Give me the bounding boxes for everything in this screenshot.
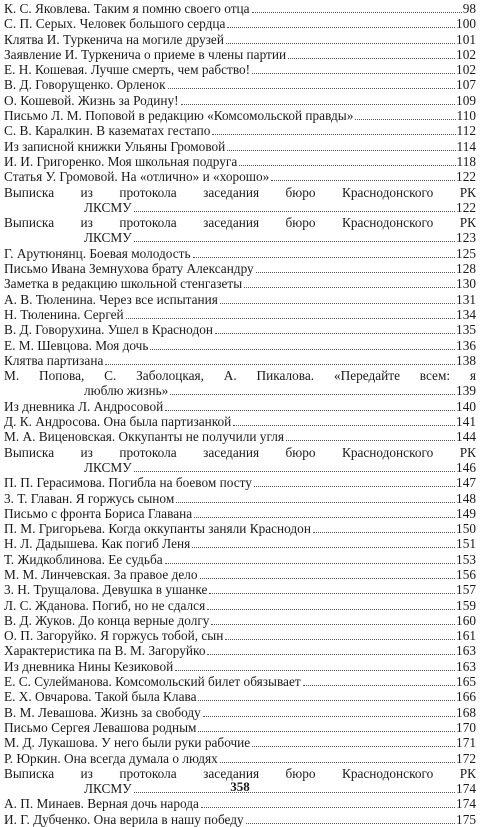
toc-entry (4, 16, 476, 31)
toc-entry-line (4, 338, 476, 353)
toc-entry-line (4, 322, 476, 337)
dot-leader (220, 303, 455, 304)
toc-page-number: 98 (462, 1, 476, 16)
toc-entry-title: П. М. Григорьева. Когда оккупанты заняли Краснодон (4, 521, 311, 537)
dot-leader (203, 716, 455, 717)
toc-entry-line (4, 32, 476, 47)
dot-leader (211, 624, 455, 625)
toc-entry (4, 169, 476, 184)
toc-entry-title: Н. Тюленина. Сергей (4, 306, 124, 322)
toc-page-number: 156 (456, 566, 476, 582)
dot-leader (200, 578, 456, 579)
table-of-contents (4, 1, 476, 827)
dot-leader (198, 731, 455, 732)
toc-entry (4, 139, 476, 154)
toc-entry (4, 475, 476, 490)
dot-leader (271, 180, 455, 181)
toc-entry-title: Характеристика па В. М. Загоруйко (4, 643, 206, 659)
toc-entry-line (4, 77, 476, 92)
toc-page-number: 134 (456, 306, 476, 322)
toc-entry-line (4, 628, 476, 643)
toc-page-number: 175 (456, 811, 476, 827)
toc-page-number: 141 (456, 414, 476, 430)
toc-page-number: 109 (456, 92, 476, 108)
toc-entry-line (4, 796, 476, 811)
toc-page-number: 159 (456, 597, 476, 613)
toc-entry-title: М. Д. Лукашова. У него были руки рабочие (4, 735, 251, 751)
toc-page-number: 144 (456, 429, 476, 445)
toc-entry (4, 62, 476, 77)
dot-leader (254, 486, 455, 487)
dot-leader (256, 272, 455, 273)
toc-entry-line (4, 154, 476, 169)
dot-leader (215, 333, 455, 334)
toc-entry-title: М. Попова, С. Заболоцкая, А. Пикалова. «Передайте всем: я (4, 368, 476, 384)
toc-entry (4, 796, 476, 811)
dot-leader (227, 27, 455, 28)
toc-page-number: 174 (456, 781, 476, 797)
toc-entry (4, 32, 476, 47)
toc-entry-line (4, 475, 476, 490)
toc-entry-title: Письмо Сергея Левашова родным (4, 719, 197, 735)
dot-leader (134, 241, 455, 242)
toc-entry-line (4, 123, 476, 138)
toc-page-number: 160 (456, 612, 476, 628)
toc-entry-line (4, 139, 476, 154)
toc-entry-title: Письмо с фронта Бориса Главана (4, 505, 193, 521)
toc-page-number: 170 (456, 719, 476, 735)
dot-leader (207, 609, 455, 610)
toc-entry-line (4, 582, 476, 597)
toc-entry (4, 185, 476, 216)
toc-entry-title: Т. Жидкоблинова. Ее судьба (4, 551, 163, 567)
toc-entry-title: 3. Н. Трущалова. Девушка в ушанке (4, 582, 208, 598)
toc-page-number: 122 (456, 169, 476, 185)
toc-entry (4, 414, 476, 429)
toc-entry-line (4, 689, 476, 704)
toc-entry-line (4, 643, 476, 658)
toc-page-number: 171 (456, 735, 476, 751)
toc-entry (4, 445, 476, 476)
toc-entry-title: Из записной книжки Ульяны Громовой (4, 138, 226, 154)
toc-entry-title: Из дневника Нины Кезиковой (4, 658, 174, 674)
dot-leader (303, 685, 455, 686)
toc-page-number: 138 (456, 352, 476, 368)
toc-entry (4, 261, 476, 276)
dot-leader (181, 104, 456, 105)
dot-leader (192, 547, 455, 548)
toc-entry-title-continuation: ЛКСМУ (84, 781, 132, 797)
toc-entry-line (4, 47, 476, 62)
toc-entry-line (4, 276, 476, 291)
toc-page-number: 114 (456, 138, 476, 154)
toc-page-number: 163 (456, 643, 476, 659)
toc-entry-line (4, 735, 476, 750)
toc-entry-title: И. И. Григоренко. Моя школьная подруга (4, 153, 238, 169)
dot-leader (176, 502, 455, 503)
toc-entry (4, 582, 476, 597)
toc-entry (4, 47, 476, 62)
toc-page-number: 122 (456, 199, 476, 215)
dot-leader (225, 639, 455, 640)
toc-entry (4, 276, 476, 291)
toc-entry-title: М. М. Линчевская. За правое дело (4, 566, 198, 582)
toc-entry-line (4, 491, 476, 506)
dot-leader (207, 654, 455, 655)
toc-page-number: 166 (456, 689, 476, 705)
toc-entry-title: Заявление И. Туркенича о приеме в члены партии (4, 46, 287, 62)
toc-entry (4, 705, 476, 720)
toc-page-number: 101 (456, 31, 476, 47)
dot-leader (220, 762, 455, 763)
toc-entry (4, 751, 476, 766)
toc-entry-title: В. М. Левашова. Жизнь за свободу (4, 704, 201, 720)
toc-entry (4, 720, 476, 735)
toc-entry-title: Статья У. Громовой. На «отлично» и «хорошо» (4, 169, 270, 185)
dot-leader (198, 700, 455, 701)
toc-entry-title: Клятва И. Туркенича на могиле друзей (4, 31, 224, 47)
toc-entry (4, 689, 476, 704)
toc-page-number: 128 (456, 261, 476, 277)
toc-entry-line (4, 62, 476, 77)
toc-page-number: 102 (456, 46, 476, 62)
toc-entry (4, 338, 476, 353)
dot-leader (239, 165, 455, 166)
toc-entry-title: О. Кошевой. Жизнь за Родину! (4, 92, 179, 108)
toc-entry (4, 735, 476, 750)
toc-entry (4, 108, 476, 123)
toc-entry-line (4, 261, 476, 276)
toc-entry-line (4, 383, 476, 398)
toc-page-number: 131 (456, 291, 476, 307)
toc-entry-line (4, 108, 476, 123)
toc-entry-title: Из дневника Л. Андросовой (4, 398, 164, 414)
dot-leader (193, 257, 456, 258)
toc-entry (4, 123, 476, 138)
toc-entry-title-continuation: ЛКСМУ (84, 199, 132, 215)
toc-entry-title: П. П. Герасимова. Погибла на боевом посту (4, 475, 252, 491)
dot-leader (244, 287, 455, 288)
toc-entry-title: Н. Л. Дадышева. Как погиб Леня (4, 536, 191, 552)
toc-entry-line (4, 705, 476, 720)
toc-entry-line (4, 598, 476, 613)
toc-page-number: 165 (456, 674, 476, 690)
toc-entry-title: Клятва партизана (4, 352, 104, 368)
toc-page-number: 130 (456, 276, 476, 292)
toc-entry-line (4, 200, 476, 215)
toc-page-number: 110 (456, 108, 476, 124)
toc-entry-line (4, 751, 476, 766)
toc-page-number: 140 (456, 398, 476, 414)
toc-entry (4, 521, 476, 536)
toc-entry (4, 399, 476, 414)
toc-entry-line (4, 399, 476, 414)
toc-entry (4, 154, 476, 169)
toc-entry-line (4, 1, 476, 16)
toc-entry (4, 506, 476, 521)
dot-leader (134, 211, 455, 212)
toc-entry-line (4, 460, 476, 475)
dot-leader (165, 563, 455, 564)
toc-page-number: 102 (456, 62, 476, 78)
dot-leader (286, 440, 455, 441)
toc-entry-line (4, 567, 476, 582)
toc-entry-title: Г. Арутюнянц. Боевая молодость (4, 245, 191, 261)
toc-entry-title: Е. М. Шевцова. Моя дочь (4, 337, 149, 353)
dot-leader (175, 670, 455, 671)
toc-entry-title: 3. Т. Главан. Я горжусь сыном (4, 490, 175, 506)
toc-entry-title: Выписка из протокола заседания бюро Краснодонского РК (4, 215, 476, 231)
toc-entry (4, 552, 476, 567)
toc-page-number: 157 (456, 582, 476, 598)
toc-page-number: 163 (456, 658, 476, 674)
dot-leader (201, 807, 455, 808)
page-number: 358 (230, 779, 250, 794)
toc-page-number: 125 (456, 245, 476, 261)
dot-leader (194, 517, 455, 518)
toc-page-number: 150 (456, 521, 476, 537)
toc-entry-title: Письмо Л. М. Поповой в редакцию «Комсомольской правды» (4, 108, 354, 124)
dot-leader (226, 43, 455, 44)
toc-entry-line (4, 659, 476, 674)
toc-entry (4, 77, 476, 92)
toc-entry (4, 246, 476, 261)
toc-entry (4, 536, 476, 551)
dot-leader (134, 471, 455, 472)
toc-entry-title: Р. Юркин. Она всегда думала о людях (4, 750, 218, 766)
toc-page-number: 139 (456, 383, 476, 399)
toc-page-number: 161 (456, 628, 476, 644)
toc-entry-line (4, 521, 476, 536)
toc-entry-title: Письмо Ивана Земнухова брату Александру (4, 261, 254, 277)
toc-entry-title: С. П. Серых. Человек большого сердца (4, 16, 226, 32)
toc-entry-line (4, 246, 476, 261)
toc-entry-line (4, 230, 476, 245)
toc-page-number: 123 (456, 230, 476, 246)
toc-page-number: 112 (456, 123, 476, 139)
dot-leader (209, 593, 455, 594)
toc-entry-title-continuation: люблю жизнь» (84, 383, 169, 399)
toc-page-number: 172 (456, 750, 476, 766)
toc-entry-title: Заметка в редакцию школьной стенгазеты (4, 276, 243, 292)
toc-entry-title: В. Д. Говорухина. Ушел в Краснодон (4, 322, 213, 338)
toc-entry-line (4, 93, 476, 108)
toc-entry-title: А. П. Минаев. Верная дочь народа (4, 796, 199, 812)
toc-entry-title: Выписка из протокола заседания бюро Краснодонского РК (4, 765, 476, 781)
toc-entry-line (4, 169, 476, 184)
dot-leader (227, 150, 455, 151)
toc-entry-title: Е. Х. Овчарова. Такой была Клава (4, 689, 197, 705)
toc-entry-line (4, 292, 476, 307)
toc-entry (4, 491, 476, 506)
toc-page-number: 135 (456, 322, 476, 338)
toc-page-number: 168 (456, 704, 476, 720)
toc-entry-title: Е. С. Сулейманова. Комсомольский билет обязывает (4, 674, 301, 690)
dot-leader (170, 394, 455, 395)
toc-entry-title: М. А. Виценовская. Оккупанты не получили угля (4, 429, 284, 445)
toc-entry (4, 659, 476, 674)
dot-leader (168, 88, 456, 89)
toc-entry (4, 93, 476, 108)
toc-entry (4, 307, 476, 322)
toc-entry-line (4, 613, 476, 628)
toc-entry (4, 674, 476, 689)
toc-entry-title: Е. Н. Кошевая. Лучше смерть, чем рабство! (4, 62, 251, 78)
toc-page-number: 153 (456, 551, 476, 567)
toc-entry (4, 215, 476, 246)
toc-page-number: 118 (456, 153, 476, 169)
toc-entry-line (4, 307, 476, 322)
toc-entry-title: Л. С. Жданова. Погиб, но не сдался (4, 597, 206, 613)
toc-page-number: 151 (456, 536, 476, 552)
toc-entry-title: К. С. Яковлева. Таким я помню своего отца (4, 1, 250, 16)
toc-entry (4, 1, 476, 16)
toc-entry-line (4, 536, 476, 551)
toc-entry-title: В. Д. Жуков. До конца верные долгу (4, 612, 210, 628)
toc-entry (4, 812, 476, 827)
toc-entry-line (4, 16, 476, 31)
toc-entry (4, 368, 476, 399)
toc-entry-title: А. В. Тюленина. Через все испытания (4, 291, 218, 307)
dot-leader (252, 73, 455, 74)
toc-entry (4, 292, 476, 307)
dot-leader (355, 119, 455, 120)
toc-page-number: 147 (456, 475, 476, 491)
dot-leader (105, 364, 455, 365)
toc-entry-line (4, 429, 476, 444)
toc-entry-title-continuation: ЛКСМУ (84, 459, 132, 475)
dot-leader (126, 318, 455, 319)
toc-entry-title: В. Д. Говорущенко. Орленок (4, 77, 166, 93)
toc-entry-title-continuation: ЛКСМУ (84, 230, 132, 246)
toc-page-number: 149 (456, 505, 476, 521)
toc-entry-title: И. Г. Дубченко. Она верила в нашу победу (4, 811, 244, 827)
toc-entry (4, 598, 476, 613)
dot-leader (246, 823, 455, 824)
toc-entry-line (4, 674, 476, 689)
toc-entry-line (4, 353, 476, 368)
toc-entry-line (4, 506, 476, 521)
toc-page-number: 148 (456, 490, 476, 506)
toc-entry-title: С. В. Каралкин. В казематах гестапо (4, 123, 211, 139)
toc-entry-title: Выписка из протокола заседания бюро Краснодонского РК (4, 184, 476, 200)
toc-entry (4, 353, 476, 368)
toc-entry-line (4, 552, 476, 567)
toc-entry-title: О. П. Загоруйко. Я горжусь тобой, сын (4, 628, 224, 644)
toc-entry-line (4, 414, 476, 429)
dot-leader (233, 425, 455, 426)
dot-leader (165, 410, 455, 411)
toc-entry-line (4, 812, 476, 827)
toc-entry (4, 628, 476, 643)
toc-page-number: 107 (456, 77, 476, 93)
dot-leader (288, 58, 455, 59)
toc-page-number: 146 (456, 459, 476, 475)
dot-leader (252, 12, 462, 13)
dot-leader (313, 532, 455, 533)
toc-entry (4, 322, 476, 337)
dot-leader (212, 134, 455, 135)
dot-leader (150, 349, 455, 350)
toc-entry-line (4, 720, 476, 735)
toc-entry-title: Д. К. Андросова. Она была партизанкой (4, 414, 232, 430)
toc-entry (4, 613, 476, 628)
toc-page-number: 100 (456, 16, 476, 32)
dot-leader (252, 746, 455, 747)
toc-page-number: 136 (456, 337, 476, 353)
toc-entry (4, 567, 476, 582)
toc-entry-title: Выписка из протокола заседания бюро Краснодонского РК (4, 444, 476, 460)
toc-entry (4, 429, 476, 444)
toc-entry (4, 643, 476, 658)
toc-page-number: 174 (456, 796, 476, 812)
